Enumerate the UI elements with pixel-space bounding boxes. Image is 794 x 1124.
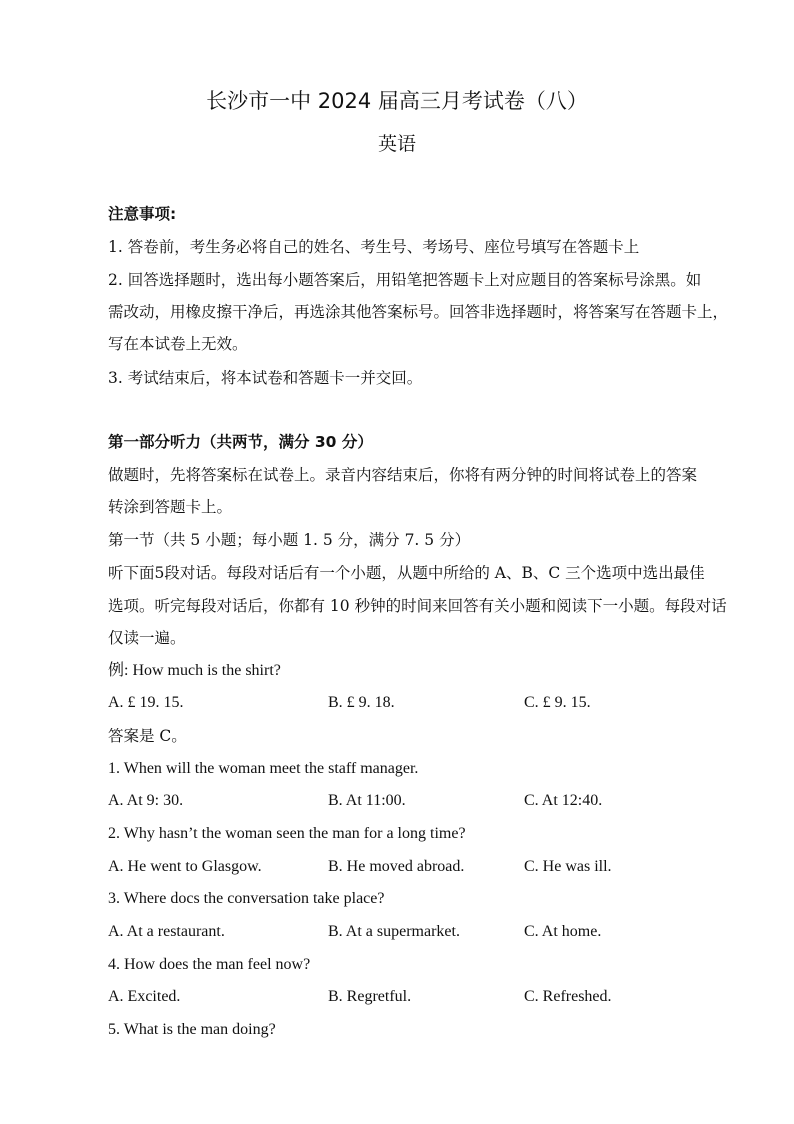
instructions-line-1: 听下面5段对话。每段对话后有一个小题，从题中所给的 A、B、C 三个选项中选出最佳 (108, 564, 705, 582)
question-3: 3. Where docs the conversation take place? (108, 890, 385, 907)
exam-subject: 英语 (377, 133, 416, 155)
instructions-line-2: 选项。听完每段对话后，你都有 10 秒钟的时间来回答有关小题和阅读下一小题。每段对话 (108, 597, 727, 615)
question-3-option-c: C. At home. (524, 923, 602, 940)
question-1-option-a: A. At 9: 30. (108, 792, 184, 809)
question-2-option-a: A. He went to Glasgow. (108, 858, 262, 875)
question-4-option-c: C. Refreshed. (524, 988, 612, 1005)
question-4: 4. How does the man feel now? (108, 956, 311, 973)
exam-title: 长沙市一中 2024 届高三月考试卷（八） (206, 89, 588, 113)
question-3-option-b: B. At a supermarket. (328, 923, 460, 940)
notice-heading: 注意事项: (108, 205, 177, 223)
question-2-option-c: C. He was ill. (524, 858, 612, 875)
part1-intro-line-1: 做题时，先将答案标在试卷上。录音内容结束后，你将有两分钟的时间将试卷上的答案 (108, 466, 698, 484)
part1-intro-line-2: 转涂到答题卡上。 (108, 498, 233, 516)
question-2: 2. Why hasn’t the woman seen the man for a long time? (108, 825, 466, 842)
example-answer: 答案是 C。 (108, 727, 187, 745)
notice-item-2-line-3: 写在本试卷上无效。 (108, 335, 248, 353)
question-1-option-b: B. At 11:00. (328, 792, 406, 809)
question-5: 5. What is the man doing? (108, 1021, 276, 1038)
question-4-option-b: B. Regretful. (328, 988, 412, 1005)
notice-item-1: 1. 答卷前，考生务必将自己的姓名、考生号、考场号、座位号填写在答题卡上 (108, 238, 640, 256)
example-option-b: B. £ 9. 18. (328, 694, 395, 711)
question-4-option-a: A. Excited. (108, 988, 181, 1005)
instructions-line-3: 仅读一遍。 (108, 629, 186, 647)
section1-heading: 第一节（共 5 小题；每小题 1. 5 分，满分 7. 5 分） (108, 531, 471, 549)
question-1: 1. When will the woman meet the staff manager. (108, 760, 419, 777)
notice-item-2-line-1: 2. 回答选择题时，选出每小题答案后，用铅笔把答题卡上对应题目的答案标号涂黑。如 (108, 271, 702, 289)
notice-item-3: 3. 考试结束后，将本试卷和答题卡一并交回。 (108, 369, 423, 387)
notice-item-2-line-2: 需改动，用橡皮擦干净后，再选涂其他答案标号。回答非选择题时，将答案写在答题卡上， (108, 303, 729, 321)
part1-heading: 第一部分听力（共两节，满分 30 分） (108, 433, 373, 451)
question-1-option-c: C. At 12:40. (524, 792, 603, 809)
question-2-option-b: B. He moved abroad. (328, 858, 465, 875)
example-option-c: C. £ 9. 15. (524, 694, 591, 711)
question-3-option-a: A. At a restaurant. (108, 923, 225, 940)
example-option-a: A. £ 19. 15. (108, 694, 184, 711)
example-question: 例: How much is the shirt? (108, 662, 281, 679)
